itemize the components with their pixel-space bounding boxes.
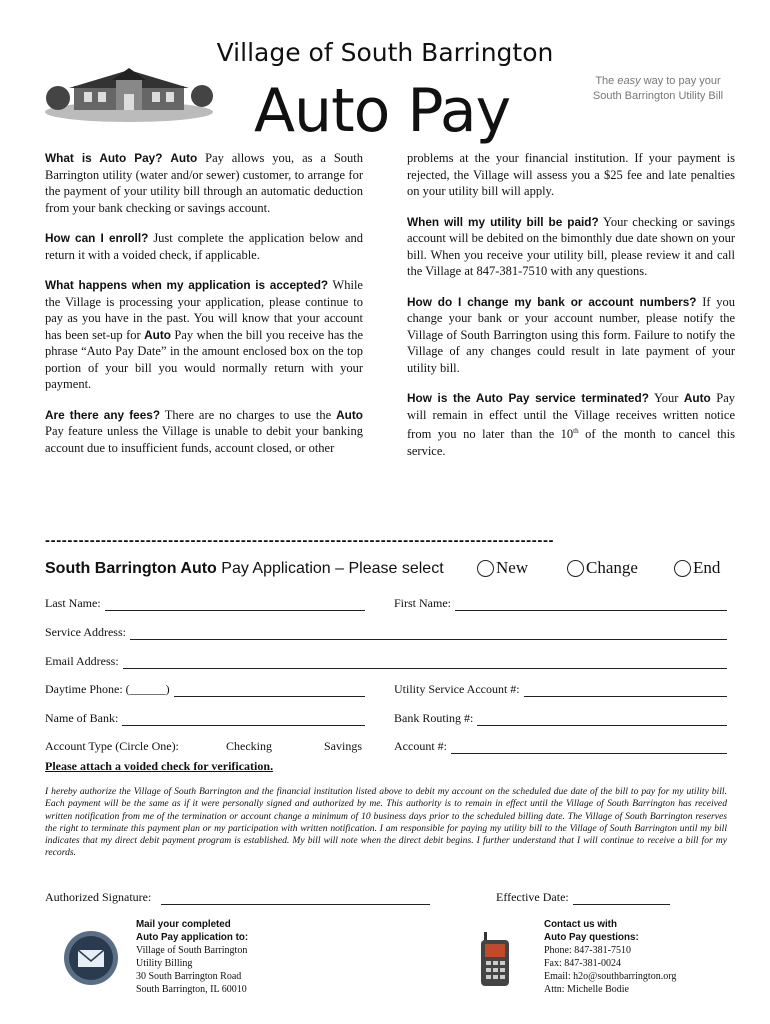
savings-option[interactable]: Savings — [324, 739, 363, 753]
radio-circle-icon[interactable] — [674, 560, 691, 577]
cell-phone-icon — [478, 930, 512, 988]
faq-right-column — [407, 150, 735, 473]
faq-what-is-autopay: What is Auto Pay? Auto Pay allows you, as a South Barrington utility (water and/or sewer) customer, to arrange for the payment of your utility bill through an automatic deduction from your bank checking or savings account. — [45, 151, 363, 215]
first-name-input[interactable] — [455, 598, 727, 611]
effective-date-input[interactable] — [573, 892, 670, 905]
contact-email[interactable]: Email: h2o@southbarrington.org — [544, 971, 677, 982]
faq-when-paid: When will my utility bill be paid? Your checking or savings account will be debited on the bimonthly due date shown on your bill. When you receive your utility bill, please review it and call the Village at 847-381-7510 with any questions. — [407, 214, 735, 278]
account-number-field[interactable]: Account #: — [394, 739, 727, 754]
first-name-field[interactable]: First Name: — [394, 596, 727, 611]
faq-fees: Are there any fees? There are no charges to use the Auto Pay feature unless the Village is unable to debit your banking account due to insufficient funds, account closed, or other — [45, 407, 363, 455]
email-address-field[interactable]: Email Address: — [45, 654, 727, 669]
authorization-statement: I hereby authorize the Village of South Barrington and the financial institution listed above to debit my account on the scheduled due date of the bill to pay for my utility bill. Each payment will be the same as if it were personally signed and authorized by me. This authority is to remain in effect until the Village of South Barrington has received written notification from me of the termination or account change a minimum of 10 business days prior to the scheduled billing date. The Village of South Barrington reserves the right to terminate this payment plan or my participation with written notification. I am responsible for paying my utility bill to the Village of South Barrington until my bill indicates that my direct debit payment program is established. My bill will note when the direct debit begins. I further understand that I will continue to receive a bill for my records. — [45, 786, 727, 859]
tagline: The easy way to pay your South Barrington Utility Bill — [592, 75, 724, 102]
attach-voided-check-note: Please attach a voided check for verification. — [45, 759, 274, 773]
faq-left-column — [45, 150, 363, 470]
faq-how-enroll: How can I enroll? Just complete the application below and return it with a voided check, if applicable. — [45, 231, 364, 262]
radio-circle-icon[interactable] — [477, 560, 494, 577]
bank-name-field[interactable]: Name of Bank: — [45, 711, 365, 726]
service-address-field[interactable]: Service Address: — [45, 625, 727, 640]
application-heading: South Barrington Auto Pay Application – Please select — [45, 560, 444, 577]
page-title: Auto Pay — [254, 76, 511, 146]
option-change-radio[interactable]: Change — [567, 558, 638, 578]
option-end-radio[interactable]: End — [674, 558, 720, 578]
faq-change-bank: How do I change my bank or account numbers? If you change your bank or your account number, please notify the Village of South Barrington using this form. Failure to notify the Village of any changes could result in late payment of your utility bill. — [407, 294, 736, 375]
daytime-phone-input[interactable] — [174, 684, 365, 697]
service-address-input[interactable] — [130, 627, 727, 640]
option-new-radio[interactable]: New — [477, 558, 528, 578]
mail-envelope-icon — [63, 930, 119, 986]
utility-account-input[interactable] — [524, 684, 727, 697]
utility-account-field[interactable]: Utility Service Account #: — [394, 682, 727, 697]
bank-name-input[interactable] — [122, 713, 365, 726]
village-hall-illustration — [44, 64, 214, 124]
last-name-input[interactable] — [105, 598, 365, 611]
faq-fees-continued: problems at the your financial institution. If your payment is rejected, the Village will assess you a $25 fee and late penalties on your utility bill will apply. — [407, 151, 735, 198]
mail-address-block: Mail your completed Auto Pay application to: Village of South Barrington Utility Billing 30 South Barrington Road South Barrington, IL 60010 — [136, 919, 249, 995]
signature-input[interactable] — [161, 892, 430, 905]
signature-field[interactable]: Authorized Signature: — [45, 890, 430, 905]
cut-line-divider: ------------------------------------------------------------------------------------------- — [45, 532, 555, 549]
contact-info-block: Contact us with Auto Pay questions: Phone: 847-381-7510 Fax: 847-381-0024 Email: h2o@southbarrington.org Attn: Michelle Bodie — [544, 919, 677, 995]
account-number-input[interactable] — [451, 741, 727, 754]
account-type-label: Account Type (Circle One): — [45, 739, 179, 753]
checking-option[interactable]: Checking — [226, 739, 272, 753]
email-address-input[interactable] — [123, 656, 727, 669]
last-name-field[interactable]: Last Name: — [45, 596, 365, 611]
faq-terminate: How is the Auto Pay service terminated? Your Auto Pay will remain in effect until the Village receives written notice from you no later than the 10th of the month to cancel this service. — [407, 391, 736, 458]
bank-routing-field[interactable]: Bank Routing #: — [394, 711, 727, 726]
bank-routing-input[interactable] — [477, 713, 727, 726]
daytime-phone-field[interactable]: Daytime Phone: (______) — [45, 682, 365, 697]
effective-date-field[interactable]: Effective Date: — [496, 890, 670, 905]
village-name: Village of South Barrington — [216, 38, 554, 67]
faq-application-accepted: What happens when my application is accepted? While the Village is processing your application, please continue to pay as you have in the past. You will know that your account has been set-up for Auto Pay when the bill you receive has the phrase “Auto Pay Date” in the amount enclosed box on the top portion of your bill you would normally return with your payment. — [45, 278, 363, 391]
radio-circle-icon[interactable] — [567, 560, 584, 577]
